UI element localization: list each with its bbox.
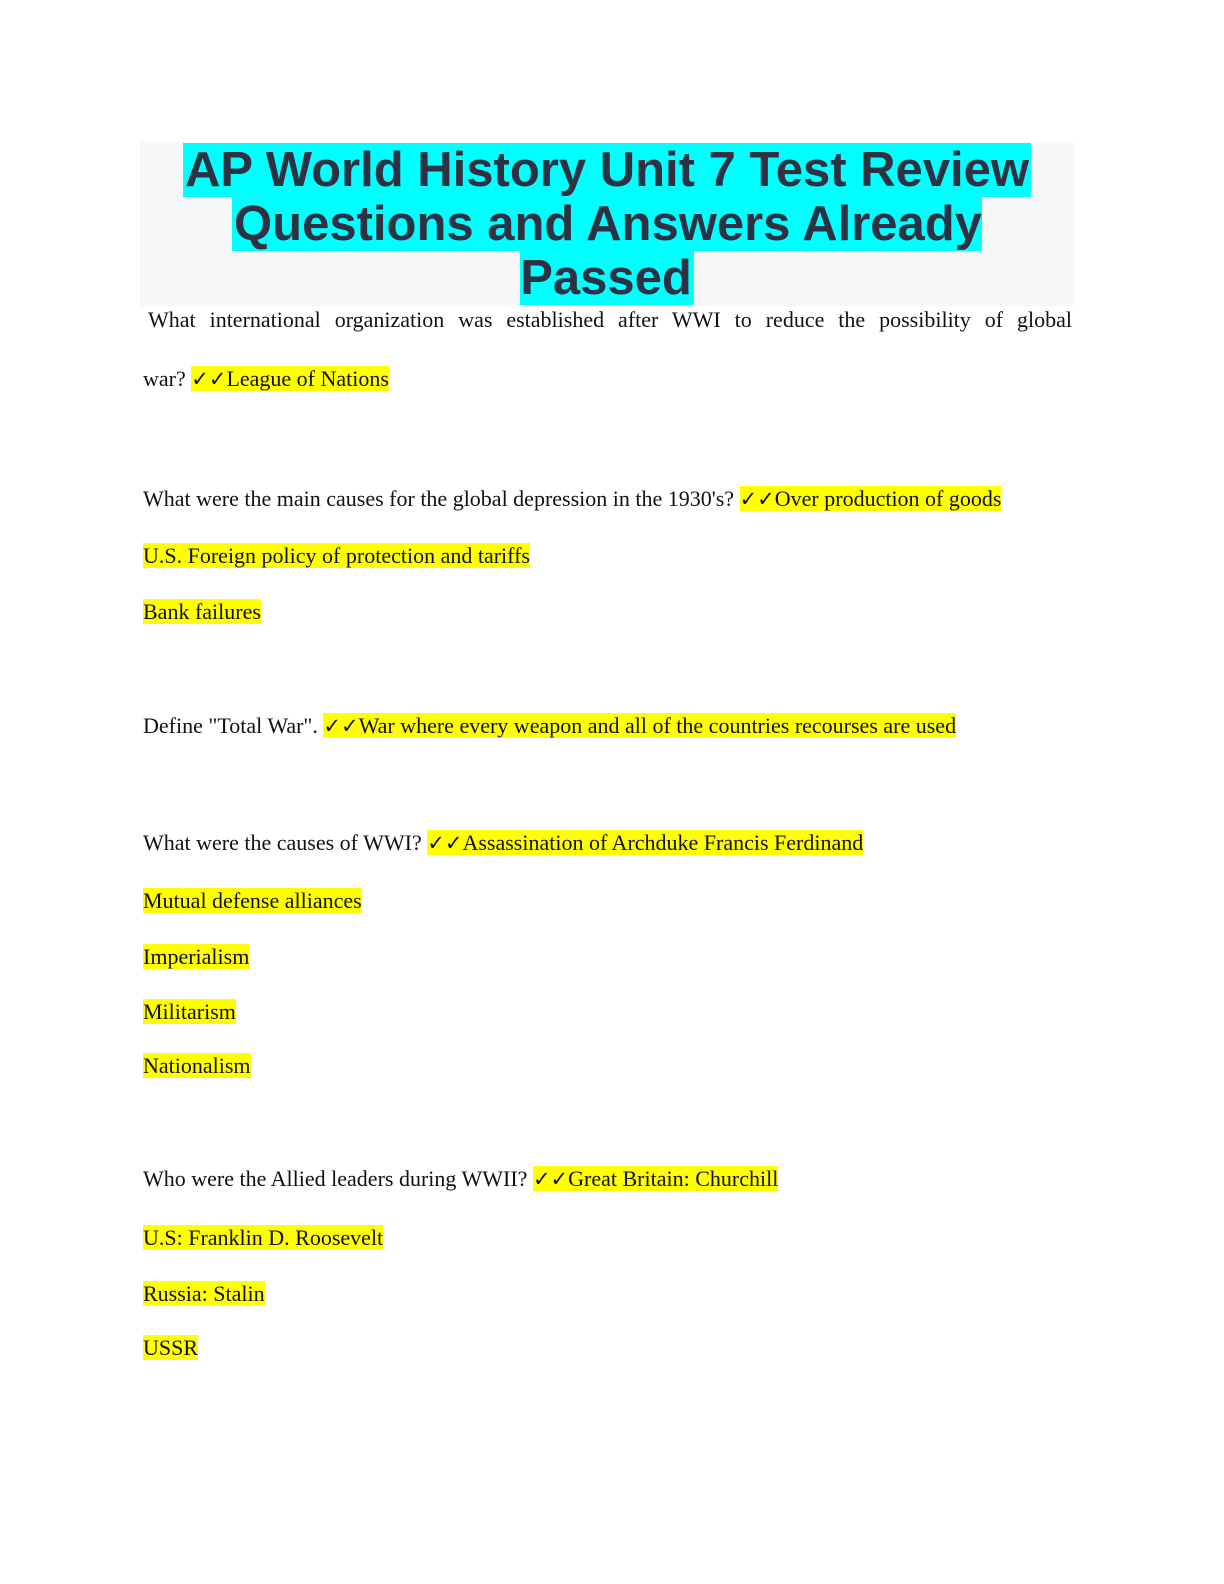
question-4-text: What were the causes of WWI? [143,830,422,855]
question-1-line-1: What international organization was established after WWI to reduce the possibility of global [148,307,1072,332]
answer-4-extra-3: Militarism [143,999,236,1024]
answer-1 [191,366,389,391]
answer-4-extra-1: Mutual defense alliances [143,888,362,913]
document-title [140,142,1074,306]
question-5-text: Who were the Allied leaders during WWII? [143,1166,528,1191]
answer-5-text: Great Britain: Churchill [568,1166,779,1191]
title-line-2 [140,197,1074,305]
question-3-text: Define "Total War". [143,713,318,738]
answer-4-line-5 [143,1051,251,1081]
answer-4 [427,830,863,855]
answer-4-line-4 [143,997,236,1027]
answer-4-line-3 [143,942,249,972]
answer-5-extra-3: USSR [143,1335,199,1360]
title-text-1: AP World History Unit 7 Test Review [184,143,1030,197]
question-5 [143,1164,778,1194]
answer-5 [533,1166,778,1191]
answer-2-line-3 [143,597,261,627]
check-mark-icon: ✓✓ [532,1167,569,1191]
question-3 [143,711,956,741]
answer-5-extra-1: U.S: Franklin D. Roosevelt [143,1225,384,1250]
answer-3-text: War where every weapon and all of the countries recourses are used [358,713,957,738]
question-1-text: war? [143,366,186,391]
question-1-line-2 [143,364,389,394]
answer-5-extra-2: Russia: Stalin [143,1281,265,1306]
answer-4-extra-4: Nationalism [143,1053,251,1078]
answer-3 [323,713,956,738]
question-2-text: What were the main causes for the global depression in the 1930's? [143,486,735,511]
answer-1-text: League of Nations [226,366,389,391]
answer-4-text: Assassination of Archduke Francis Ferdinand [462,830,864,855]
answer-2 [740,486,1002,511]
answer-5-line-3 [143,1279,265,1309]
check-mark-icon: ✓✓ [427,831,463,855]
answer-5-line-2 [143,1223,383,1253]
answer-4-extra-2: Imperialism [143,944,250,969]
check-mark-icon: ✓✓ [739,487,775,511]
title-line-1 [140,143,1074,197]
answer-5-line-4 [143,1333,198,1363]
check-mark-icon: ✓✓ [323,714,359,738]
answer-2-line-2 [143,541,530,571]
check-mark-icon: ✓✓ [191,367,227,391]
question-4 [143,828,863,858]
answer-2-extra-1: U.S. Foreign policy of protection and tariffs [143,543,530,568]
answer-2-extra-2: Bank failures [143,599,261,624]
question-2 [143,484,1001,514]
answer-4-line-2 [143,886,362,916]
answer-2-text: Over production of goods [774,486,1002,511]
title-text-2: Questions and Answers Already Passed [234,197,982,305]
